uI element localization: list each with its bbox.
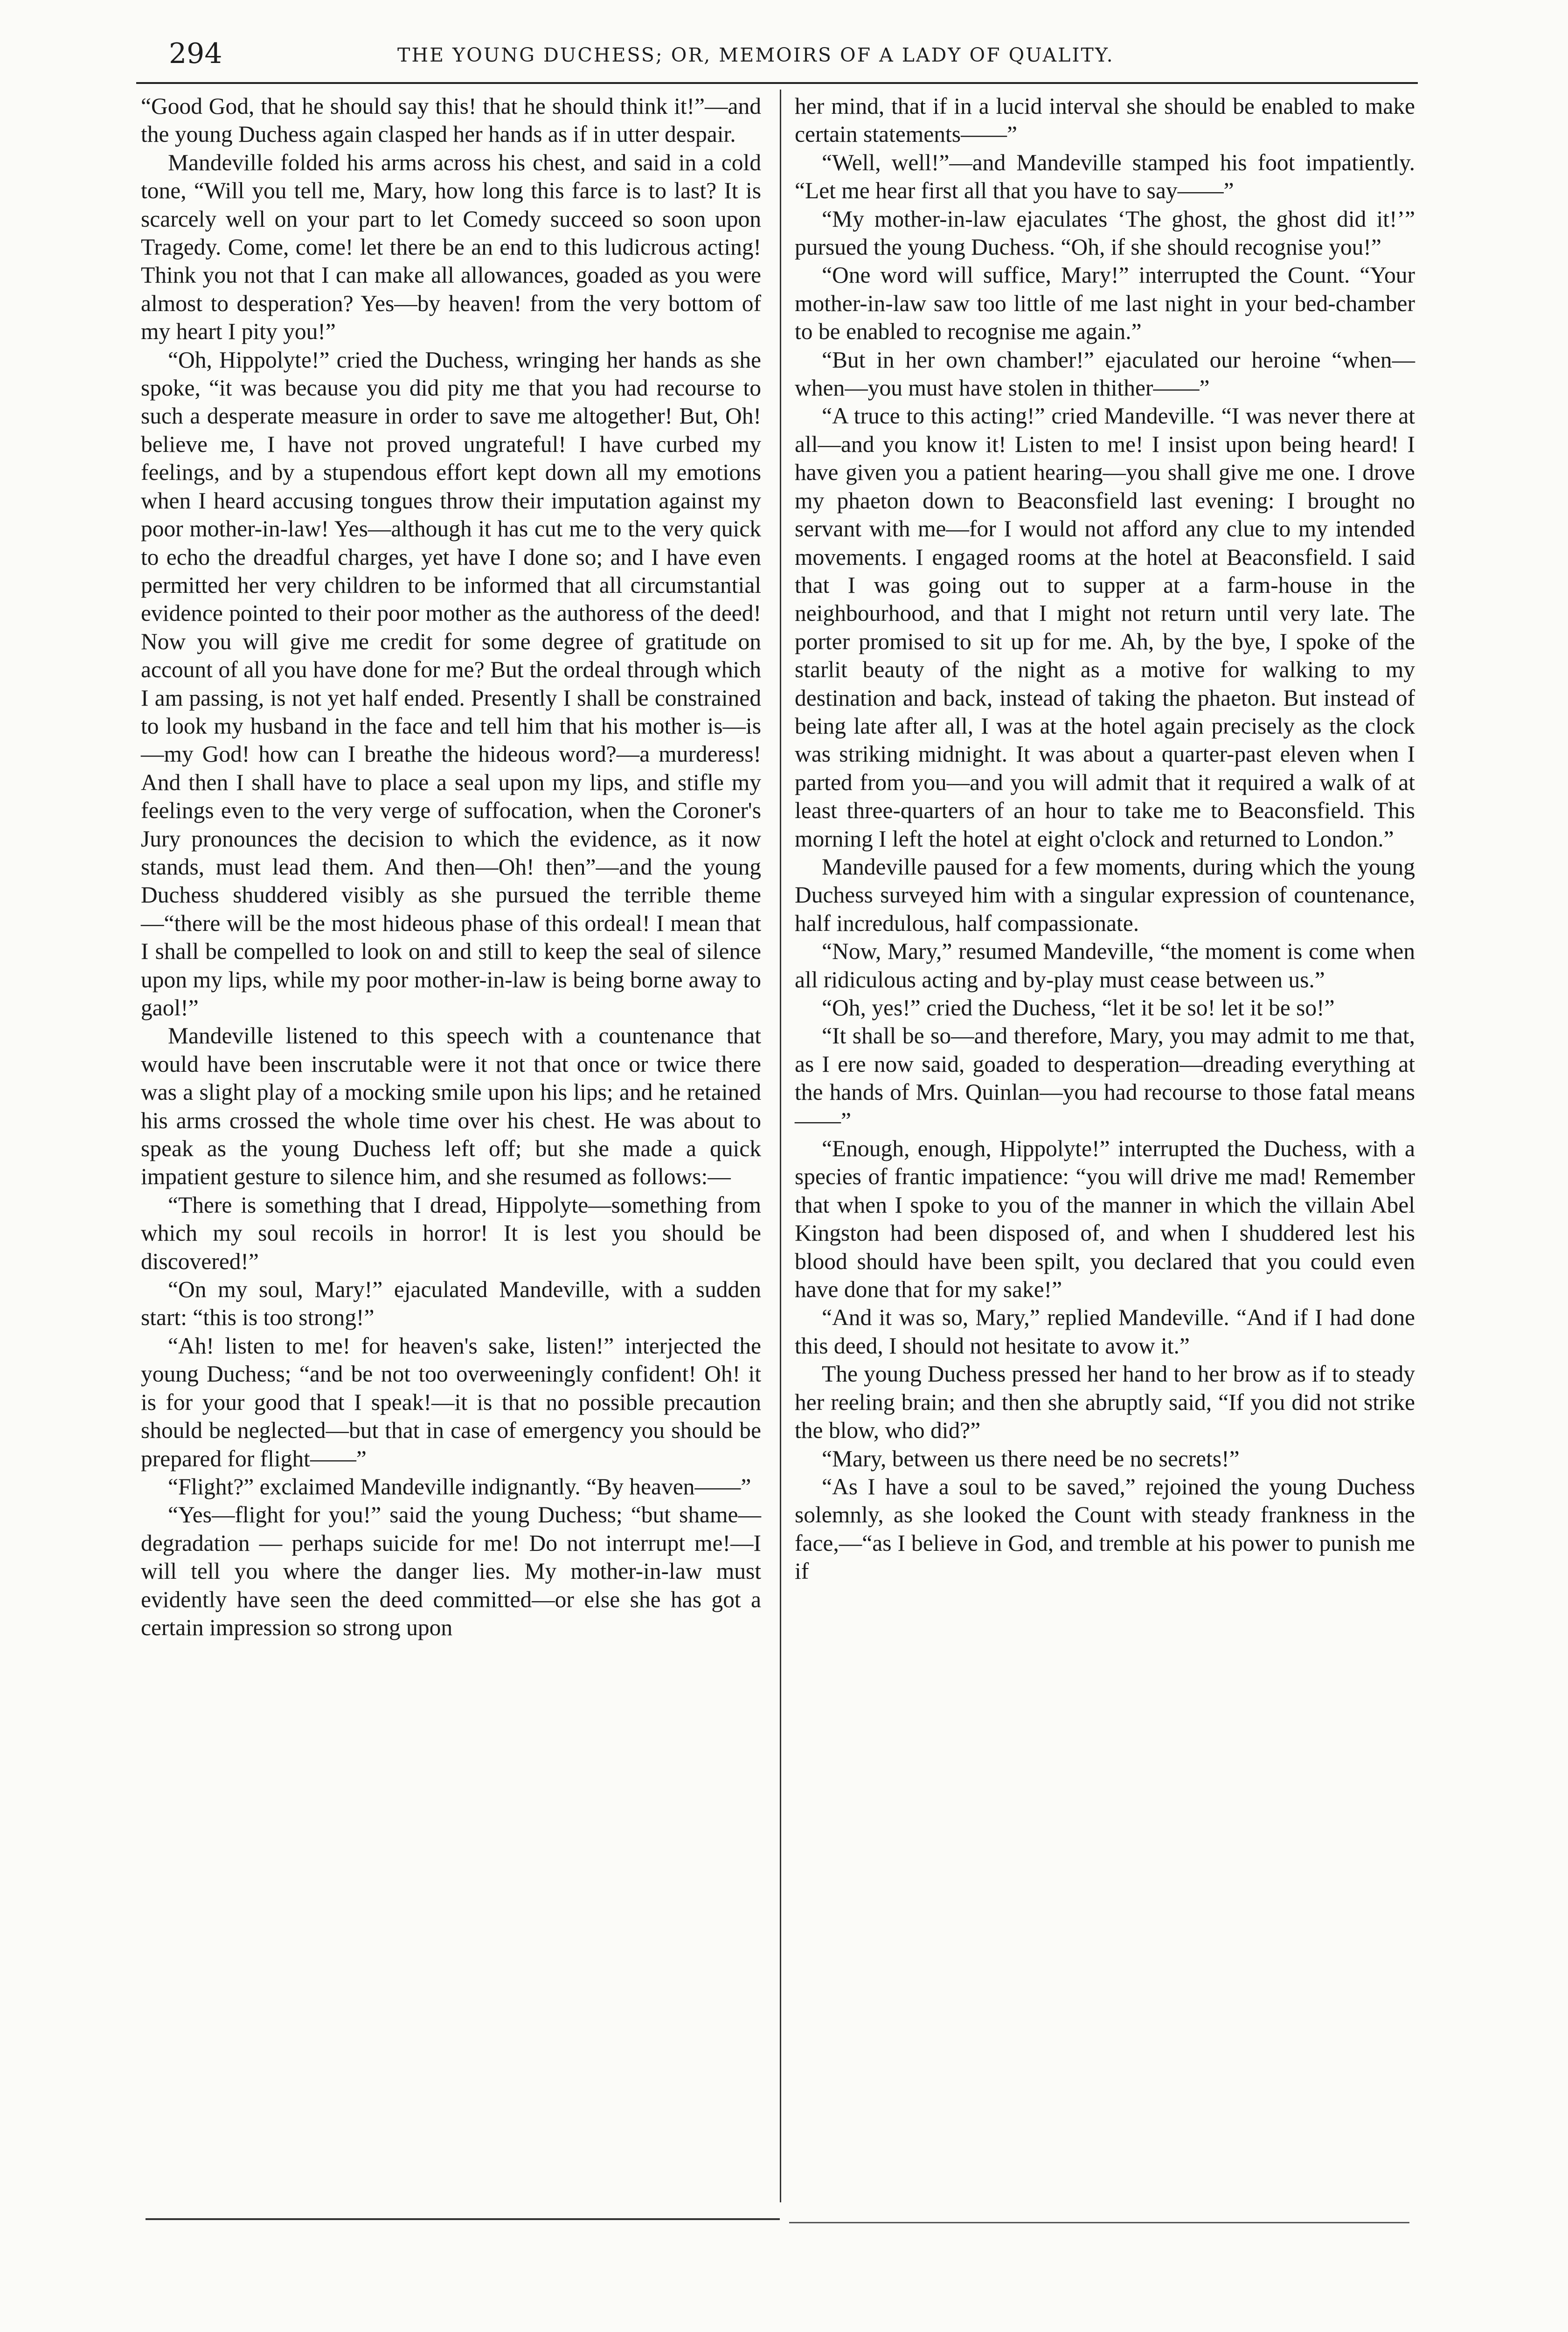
paragraph: “Well, well!”—and Mandeville stamped his foot impatiently. “Let me hear first all that you have to say——”: [795, 149, 1415, 204]
paragraph: “Enough, enough, Hippolyte!” interrupted the Duchess, with a species of frantic impatience: “you will drive me mad! Remember that when I spoke to you of the manner in which the villain Abel Kingston had been disposed of, and when I shuddered lest his blood should have been spilt, you declared that you could even have done that for my sake!”: [795, 1136, 1415, 1303]
footer-rule: [146, 2218, 780, 2220]
page-number: 294: [169, 37, 222, 70]
left-column: [141, 92, 761, 1642]
paragraph: “Ah! listen to me! for heaven's sake, listen!” interjected the young Duchess; “and be not too overweeningly confident! Oh! it is for your good that I speak!—it is that no possible precaution should be neglected—but that in case of emergency you should be prepared for flight——”: [141, 1333, 761, 1471]
paragraph: Mandeville listened to this speech with a countenance that would have been inscrutable were it not that once or twice there was a slight play of a mocking smile upon his lips; and he retained his arms crossed the whole time over his chest. He was about to speak as the young Duchess left off; but she made a quick impatient gesture to silence him, and she resumed as follows:—: [141, 1023, 761, 1190]
paragraph: “On my soul, Mary!” ejaculated Mandeville, with a sudden start: “this is too strong!”: [141, 1277, 761, 1331]
paragraph: “As I have a soul to be saved,” rejoined the young Duchess solemnly, as she looked the Count with steady frankness in the face,—“as I believe in God, and tremble at his power to punish me if: [795, 1473, 1415, 1584]
column-divider: [780, 90, 781, 2202]
page-header: [136, 31, 1418, 84]
paragraph: “There is something that I dread, Hippolyte—something from which my soul recoils in horror! It is lest you should be discovered!”: [141, 1192, 761, 1274]
running-title: THE YOUNG DUCHESS; OR, MEMOIRS OF A LADY OF QUALITY.: [397, 44, 1114, 66]
paragraph: Mandeville paused for a few moments, during which the young Duchess surveyed him with a singular expression of countenance, half incredulous, half compassionate.: [795, 854, 1415, 936]
paragraph: “Flight?” exclaimed Mandeville indignantly. “By heaven——”: [168, 1473, 751, 1499]
magazine-page: [136, 31, 1418, 2332]
paragraph: her mind, that if in a lucid interval she should be enabled to make certain statements——”: [795, 93, 1415, 147]
paragraph: The young Duchess pressed her hand to her brow as if to steady her reeling brain; and then she abruptly said, “If you did not strike the blow, who did?”: [795, 1361, 1415, 1444]
paragraph: “But in her own chamber!” ejaculated our heroine “when—when—you must have stolen in thither——”: [795, 347, 1415, 401]
paragraph: “Mary, between us there need be no secrets!”: [822, 1445, 1240, 1471]
paragraph: “My mother-in-law ejaculates ‘The ghost, the ghost did it!’” pursued the young Duchess. “Oh, if she should recognise you!”: [795, 206, 1415, 260]
paragraph: “Yes—flight for you!” said the young Duchess; “but shame—degradation — perhaps suicide for me! Do not interrupt me!—I will tell you where the danger lies. My mother-in-law must evidently have seen the deed committed—or else she has got a certain impression so strong upon: [141, 1502, 761, 1640]
paragraph: “Now, Mary,” resumed Mandeville, “the moment is come when all ridiculous acting and by-play must cease between us.”: [795, 938, 1415, 992]
paragraph: “Good God, that he should say this! that he should think it!”—and the young Duchess again clasped her hands as if in utter despair.: [141, 93, 761, 147]
right-column: [795, 92, 1415, 1586]
footer-rule: [789, 2222, 1409, 2223]
paragraph: “Oh, Hippolyte!” cried the Duchess, wringing her hands as she spoke, “it was because you did pity me that you had recourse to such a desperate measure in order to save me altogether! But, Oh! believe me, I have not proved ungrateful! I have curbed my feelings, and by a stupendous effort kept down all my emotions when I heard accusing tongues throw their imputation against my poor mother-in-law! Yes—although it has cut me to the very quick to echo the dreadful charges, yet have I done so; and I have even permitted her very children to be informed that all circumstantial evidence pointed to their poor mother as the authoress of the deed! Now you will give me credit for some degree of gratitude on account of all you have done for me? But the ordeal through which I am passing, is not yet half ended. Presently I shall be constrained to look my husband in the face and tell him that his mother is—is—my God! how can I breathe the hideous word?—a murderess! And then I shall have to place a seal upon my lips, and stifle my feelings even to the very verge of suffocation, when the Coroner's Jury pronounces the decision to which the evidence, as it now stands, must lead them. And then—Oh! then”—and the young Duchess shuddered visibly as she pursued the terrible theme—“there will be the most hideous phase of this ordeal! I mean that I shall be compelled to look on and still to keep the seal of silence upon my lips, while my poor mother-in-law is being borne away to gaol!”: [141, 347, 761, 1020]
paragraph: “Oh, yes!” cried the Duchess, “let it be so! let it be so!”: [822, 995, 1335, 1020]
paragraph: “And it was so, Mary,” replied Mandeville. “And if I had done this deed, I should not hesitate to avow it.”: [795, 1305, 1415, 1359]
paragraph: “A truce to this acting!” cried Mandeville. “I was never there at all—and you know it! Listen to me! I insist upon being heard! I have given you a patient hearing—you shall give me one. I drove my phaeton down to Beaconsfield last evening: I brought no servant with me—for I would not afford any clue to my intended movements. I engaged rooms at the hotel at Beaconsfield. I said that I was going out to supper at a farm-house in the neighbourhood, and that I might not return until very late. The porter promised to sit up for me. Ah, by the bye, I spoke of the starlit beauty of the night as a motive for walking to my destination and back, instead of taking the phaeton. But instead of being late after all, I was at the hotel again precisely as the clock was striking midnight. It was about a quarter-past eleven when I parted from you—and you will admit that it required a walk of at least three-quarters of an hour to take me to Beaconsfield. This morning I left the hotel at eight o'clock and returned to London.”: [795, 403, 1415, 852]
paragraph: Mandeville folded his arms across his chest, and said in a cold tone, “Will you tell me, Mary, how long this farce is to last? It is scarcely well on your part to let Comedy succeed so soon upon Tragedy. Come, come! let there be an end to this ludicrous acting! Think you not that I can make all allowances, goaded as you were almost to desperation? Yes—by heaven! from the very bottom of my heart I pity you!”: [141, 149, 761, 345]
paragraph: “One word will suffice, Mary!” interrupted the Count. “Your mother-in-law saw too little of me last night in your bed-chamber to be enabled to recognise me again.”: [795, 262, 1415, 345]
paragraph: “It shall be so—and therefore, Mary, you may admit to me that, as I ere now said, goaded to desperation—dreading everything at the hands of Mrs. Quinlan—you had recourse to those fatal means——”: [795, 1023, 1415, 1133]
